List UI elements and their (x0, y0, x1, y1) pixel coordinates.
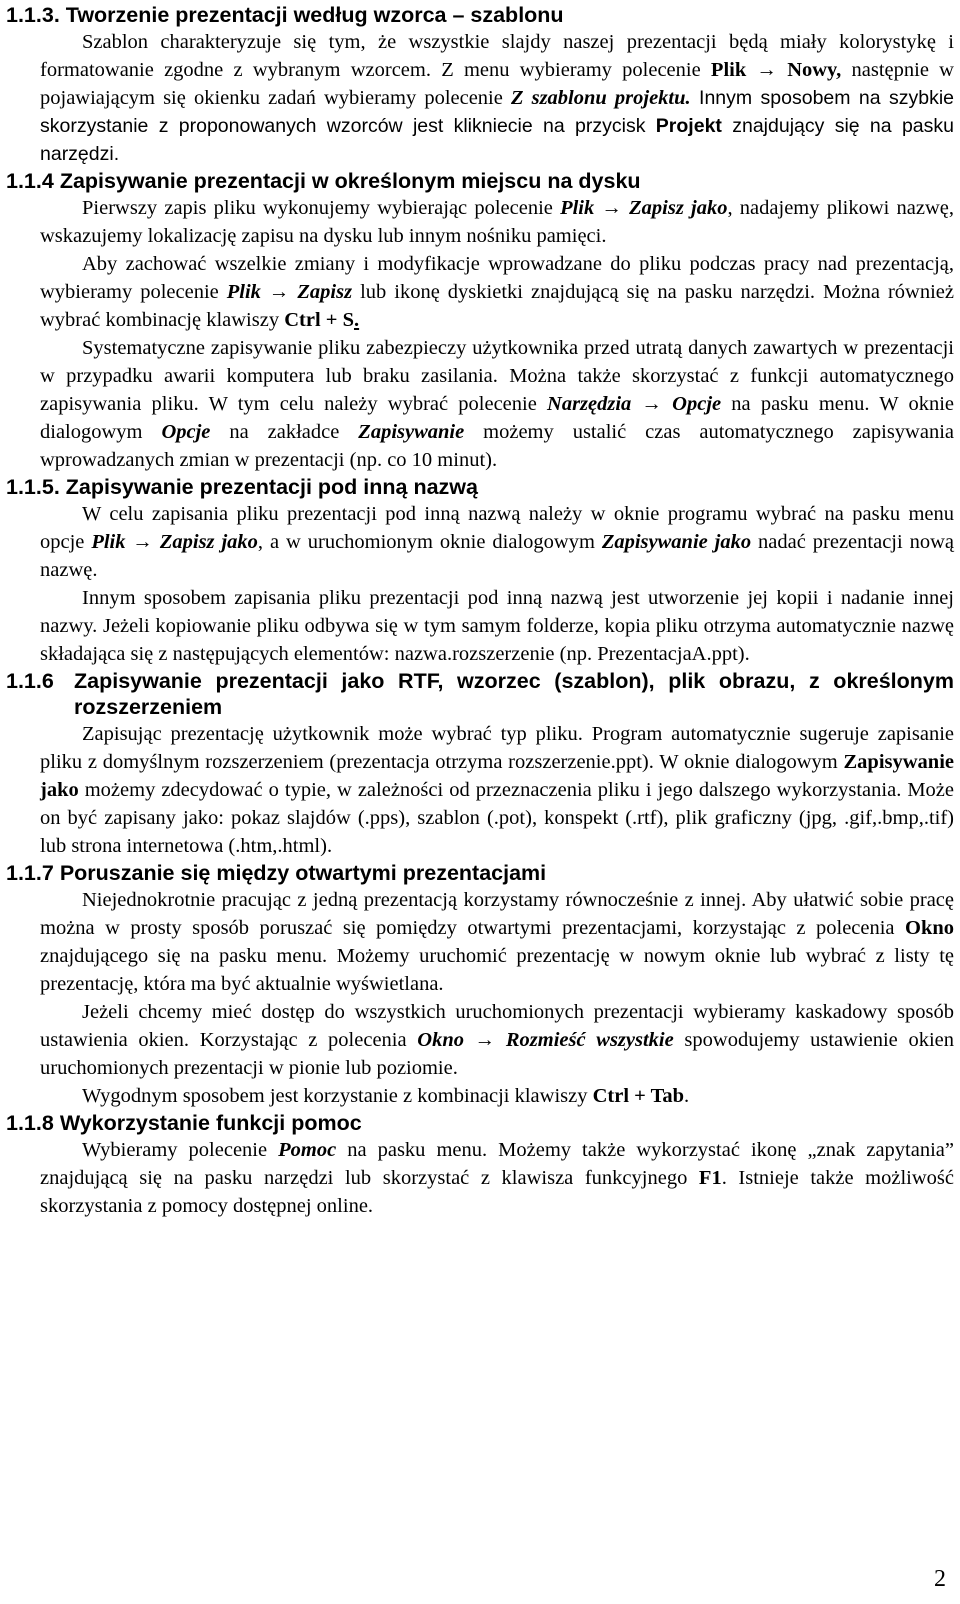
menu-term-nowy: Nowy, (787, 59, 842, 81)
text: znajdujący się na pasku narzędzi. (40, 115, 954, 165)
section-title: Tworzenie prezentacji według wzorca – szablonu (65, 3, 564, 27)
text: na zakładce (210, 421, 359, 443)
text: na pasku menu. W oknie dialogowym (40, 393, 955, 443)
menu-term-zapisz: Zapisz (297, 281, 353, 303)
text: Aby zachować wszelkie zmiany i modyfikacje wprowadzane do pliku podczas pracy nad prezentacją, wybieramy polecenie (40, 253, 954, 303)
section-number: 1.1.8 (6, 1111, 54, 1135)
text: możemy zdecydować o typie, w zależności od przeznaczenia pliku i jego dalszego wykorzystania. Może on być zapisany jako: pokaz slajdów (.pps), szablon (.pot), konspekt (.rtf), plik graficzny (jpg, .gif,.bmp,.tif) lub strona internetowa (.htm,.html). (40, 779, 954, 857)
section-title: Wykorzystanie funkcji pomoc (59, 1111, 362, 1135)
menu-term-zapisz-jako: Zapisz jako (159, 531, 258, 553)
paragraph: Innym sposobem zapisania pliku prezentacji pod inną nazwą jest utworzenie jej kopii i nadanie innej nazwy. Jeżeli kopiowanie pliku odbywa się w tym samym folderze, kopia pliku otrzyma automatycznie nazwę składająca się z następujących elementów: nazwa.rozszerzenie (np. PrezentacjaA.ppt). (40, 587, 954, 665)
menu-term-pomoc: Pomoc (278, 1139, 337, 1161)
paragraph (40, 334, 954, 474)
menu-term-plik: Plik (710, 59, 747, 81)
menu-term-okno: Okno (905, 917, 954, 939)
text: Szablon charakteryzuje się tym, że wszystkie slajdy naszej prezentacji będą miały kolorystykę i formatowanie zgodne z wybranym wzorcem. Z menu wybieramy polecenie (40, 31, 954, 81)
section-number: 1.1.4 (6, 169, 54, 193)
text: Wybieramy polecenie (82, 1139, 279, 1161)
section-title: Zapisywanie prezentacji pod inną nazwą (65, 475, 478, 499)
section-heading-1-1-7 (6, 860, 954, 886)
paragraph (40, 720, 954, 860)
menu-term-z-szablonu-projektu: Z szablonu projektu. (510, 87, 691, 109)
paragraph (40, 28, 954, 168)
page-number: 2 (934, 1566, 946, 1592)
text: . Istnieje także możliwość skorzystania z pomocy dostępnej online. (40, 1167, 954, 1217)
paragraph (40, 1082, 954, 1110)
section-heading-1-1-5 (6, 474, 954, 500)
dialog-term-zapisywanie-jako: Zapisywanie jako (40, 751, 954, 801)
dialog-term-zapisywanie-jako: Zapisywanie jako (601, 531, 752, 553)
text: W celu zapisania pliku prezentacji pod inną nazwą należy w oknie programu wybrać na pasku menu opcje (40, 503, 954, 553)
menu-term-okno: Okno (417, 1029, 464, 1051)
text: na pasku menu. Możemy także wykorzystać ikonę „znak zapytania” znajdującą się na pasku narzędzi lub skorzystać z klawisza funkcyjnego (40, 1139, 954, 1189)
menu-term-plik: Plik (560, 197, 595, 219)
menu-term-narzedzia: Narzędzia (547, 393, 632, 415)
button-term-projekt: Projekt (655, 115, 722, 137)
arrow: → (631, 393, 673, 415)
text: Jeżeli chcemy mieć dostęp do wszystkich uruchomionych prezentacji wybieramy kaskadowy sposób ustawienia okien. Korzystając z polecenia (40, 1001, 954, 1051)
dialog-term-opcje: Opcje (161, 421, 211, 443)
section-heading-1-1-3 (6, 2, 954, 28)
text: . (684, 1085, 690, 1107)
section-title: Zapisywanie prezentacji jako RTF, wzorzec (szablon), plik obrazu, z określonym rozszerzeniem (74, 669, 954, 719)
arrow: → (594, 197, 630, 219)
shortcut-ctrl-tab: Ctrl + Tab (592, 1085, 685, 1107)
text: nadać prezentacji nową nazwę. (40, 531, 955, 581)
text: . (353, 309, 360, 331)
text: Systematyczne zapisywanie pliku zabezpieczy użytkownika przed utratą danych zawartych w prezentacji w przypadku awarii komputera lub braku zasilania. Można także skorzystać z funkcji automatycznego zapisywania pliku. W tym celu należy wybrać polecenie (40, 337, 954, 415)
section-heading-1-1-6 (6, 668, 954, 720)
paragraph (40, 998, 954, 1082)
section-heading-1-1-4 (6, 168, 954, 194)
arrow: → (125, 531, 160, 553)
text: , nadajemy plikowi nazwę, wskazujemy lokalizację zapisu na dysku lub innym nośniku pamięci. (40, 197, 955, 247)
paragraph (40, 1136, 954, 1220)
section-title: Poruszanie się między otwartymi prezentacjami (59, 861, 547, 885)
menu-term-rozmiesc-wszystkie: Rozmieść wszystkie (505, 1029, 674, 1051)
section-title: Zapisywanie prezentacji w określonym miejscu na dysku (59, 169, 641, 193)
arrow: → (260, 281, 298, 303)
document-page (6, 2, 954, 1220)
shortcut-ctrl-s: Ctrl + S (284, 309, 354, 331)
text: następnie w pojawiającym się okienku zadań wybieramy polecenie (40, 59, 954, 109)
paragraph (40, 886, 954, 998)
section-heading-1-1-8 (6, 1110, 954, 1136)
menu-term-plik: Plik (91, 531, 126, 553)
section-number: 1.1.3. (6, 3, 60, 27)
tab-term-zapisywanie: Zapisywanie (358, 421, 465, 443)
section-number: 1.1.7 (6, 861, 54, 885)
key-f1: F1 (698, 1167, 722, 1189)
text: Niejednokrotnie pracując z jedną prezentacją korzystamy równocześnie z innej. Aby ułatwić sobie pracę można w prosty sposób poruszać się pomiędzy otwartymi prezentacjami, korzystając z polecenia (40, 889, 954, 939)
paragraph (40, 250, 954, 334)
section-number: 1.1.5. (6, 475, 60, 499)
text: Pierwszy zapis pliku wykonujemy wybierając polecenie (82, 197, 561, 219)
paragraph (40, 500, 954, 584)
text: znajdującego się na pasku menu. Możemy uruchomić prezentację w nowym oknie lub wybrać z listy tę prezentację, która ma być aktualnie wyświetlana. (40, 945, 954, 995)
text: Zapisując prezentację użytkownik może wybrać typ pliku. Program automatycznie sugeruje zapisanie pliku z domyślnym rozszerzeniem (prezentacja otrzyma rozszerzenie.ppt). W oknie dialogowym (40, 723, 954, 773)
text: lub ikonę dyskietki znajdującą się na pasku narzędzi. Można również wybrać kombinację klawiszy (40, 281, 954, 331)
arrow: → (746, 59, 788, 81)
menu-term-zapisz-jako: Zapisz jako (629, 197, 728, 219)
arrow: → (464, 1029, 506, 1051)
paragraph (40, 194, 954, 250)
section-number: 1.1.6 (6, 669, 54, 693)
text: Wygodnym sposobem jest korzystanie z kombinacji klawiszy (82, 1085, 593, 1107)
text: możemy ustalić czas automatycznego zapisywania wprowadzanych zmian w prezentacji (np. co 10 minut). (40, 421, 954, 471)
text: , a w uruchomionym oknie dialogowym (257, 531, 602, 553)
text: spowodujemy ustawienie okien uruchomionych prezentacji w pionie lub poziomie. (40, 1029, 955, 1079)
menu-term-plik: Plik (226, 281, 261, 303)
text: Innym sposobem na szybkie skorzystanie z proponowanych wzorców jest klikniecie na przycisk (40, 87, 954, 137)
menu-term-opcje: Opcje (672, 393, 722, 415)
